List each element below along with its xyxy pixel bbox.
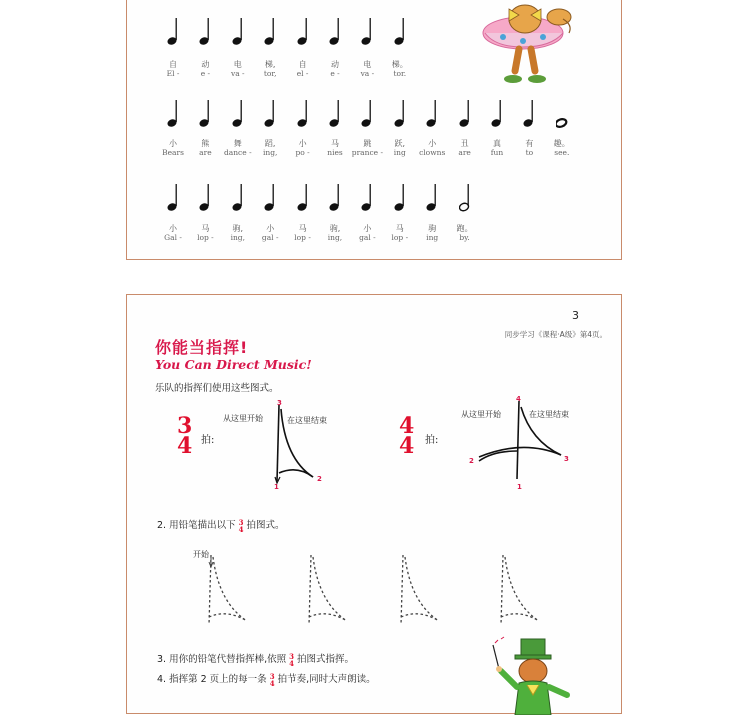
beat-number: 1	[274, 483, 279, 491]
lyric-chinese: 舞	[233, 139, 242, 148]
lyric-chinese: 蹈,	[264, 139, 276, 148]
quarter-note	[199, 183, 217, 213]
quarter-note	[426, 183, 444, 213]
lyric-chinese: 跳	[363, 139, 372, 148]
lyric-english: prance -	[351, 148, 384, 157]
beat-label-3-4: 拍:	[201, 435, 215, 446]
quarter-note	[199, 17, 217, 47]
instruction-4: 4. 指挥第 2 页上的每一条 3 4 拍节奏,同时大声朗读。	[157, 671, 376, 688]
conducting-pattern-4-4	[473, 399, 573, 485]
quarter-note	[426, 99, 444, 129]
quarter-note	[232, 17, 250, 47]
lyric-english: po -	[295, 148, 310, 157]
lyric-chinese: 马	[201, 224, 210, 233]
conductor-cat-illustration	[491, 635, 583, 715]
lyric-chinese: 自	[169, 60, 177, 69]
lyric-english: va -	[230, 69, 245, 78]
song-page	[126, 0, 622, 260]
page-number: 3	[572, 309, 579, 322]
intro-text: 乐队的指挥们使用这些图式。	[155, 383, 279, 394]
beat-number: 2	[469, 457, 474, 465]
beat-label-4-4: 拍:	[425, 435, 439, 446]
half-note	[459, 183, 477, 213]
dancing-bear-illustration	[473, 0, 581, 87]
quarter-note	[264, 17, 282, 47]
lyric-english: Bears	[162, 148, 184, 157]
quarter-note	[394, 183, 412, 213]
lyric-chinese: 电	[363, 60, 372, 69]
quarter-note	[329, 183, 347, 213]
quarter-note	[361, 17, 379, 47]
lyric-chinese: 电	[233, 60, 242, 69]
quarter-note	[394, 17, 412, 47]
beat-number: 2	[317, 475, 322, 483]
lyric-chinese: 驹	[428, 224, 437, 233]
lyric-english: ing	[426, 233, 439, 242]
inline-time-signature: 3 4	[238, 517, 244, 534]
lyric-chinese: 小	[428, 139, 437, 148]
lyric-english: dance -	[223, 148, 252, 157]
quarter-note	[523, 99, 541, 129]
lyric-chinese: 有	[525, 139, 534, 148]
quarter-note	[232, 99, 250, 129]
start-label-3-4: 从这里开始	[223, 414, 263, 423]
lyric-english: clowns	[419, 148, 446, 157]
lyric-english: by.	[459, 233, 470, 242]
lyric-english: e -	[200, 69, 211, 78]
lyric-english: see.	[554, 148, 570, 157]
lyric-english: are	[458, 148, 471, 157]
conducting-pattern-3-4	[267, 403, 327, 485]
lyric-chinese: 小	[169, 224, 177, 233]
beat-number: 3	[564, 455, 569, 463]
lyric-chinese: 驹,	[232, 224, 244, 233]
lyric-chinese: 梯,	[264, 60, 276, 69]
lyric-english: e -	[330, 69, 340, 78]
lyric-chinese: 动	[331, 60, 339, 69]
quarter-note	[264, 183, 282, 213]
quarter-note	[491, 99, 509, 129]
start-label-4-4: 从这里开始	[461, 410, 501, 419]
lyric-english: ing,	[262, 148, 278, 157]
quarter-note	[297, 183, 315, 213]
end-label-3-4: 在这里结束	[287, 416, 327, 425]
lyric-chinese: 小	[298, 139, 307, 148]
end-label-4-4: 在这里结束	[529, 410, 569, 419]
lyric-english: are	[199, 148, 212, 157]
trace-start-label: 开始	[193, 550, 209, 559]
quarter-note	[329, 99, 347, 129]
quarter-note	[167, 183, 185, 213]
lyric-chinese: 跑。	[456, 224, 473, 233]
quarter-note	[329, 17, 347, 47]
whole-note	[556, 99, 574, 129]
lyric-chinese: 小	[169, 139, 177, 148]
lyric-english: ing,	[327, 233, 343, 242]
lyric-english: el -	[296, 69, 309, 78]
lyric-chinese: 马	[298, 224, 307, 233]
lyric-english: tor.	[393, 69, 407, 78]
instruction-2: 2. 用铅笔描出以下 3 4 拍图式。	[157, 517, 285, 534]
lyric-english: lop -	[294, 233, 311, 242]
lyric-chinese: 自	[298, 60, 307, 69]
lyric-chinese: 马	[395, 224, 404, 233]
instruction-3: 3. 用你的铅笔代替指挥棒,依照 3 4 拍图式指挥。	[157, 651, 355, 668]
quarter-note	[232, 183, 250, 213]
quarter-note	[264, 99, 282, 129]
lyric-chinese: 真	[493, 139, 501, 148]
course-reference: 同步学习《课程·A级》第4页。	[504, 330, 607, 339]
lyric-english: ing,	[230, 233, 245, 242]
quarter-note	[394, 99, 412, 129]
lyric-chinese: 丑	[460, 139, 469, 148]
title-chinese: 你能当指挥!	[155, 338, 249, 357]
quarter-note	[167, 99, 185, 129]
beat-number: 4	[516, 395, 521, 403]
lyric-chinese: 动	[201, 60, 210, 69]
inline-time-signature: 3 4	[269, 671, 275, 688]
lyric-english: va -	[360, 69, 375, 78]
lyric-chinese: 小	[266, 224, 275, 233]
title-english: You Can Direct Music!	[155, 357, 312, 372]
beat-number: 3	[277, 399, 282, 407]
quarter-note	[459, 99, 477, 129]
lyric-english: Gal -	[164, 233, 182, 242]
conducting-page	[126, 294, 622, 714]
lyric-english: ing	[393, 148, 406, 157]
lyric-english: gal -	[359, 233, 376, 242]
time-signature-3-4: 3 4	[177, 413, 193, 459]
tracing-exercise	[203, 551, 563, 631]
lyric-english: nies	[327, 148, 343, 157]
quarter-note	[361, 99, 379, 129]
lyric-chinese: 梯。	[391, 60, 408, 69]
quarter-note	[361, 183, 379, 213]
lyric-chinese: 熊	[201, 139, 210, 148]
lyric-chinese: 驹,	[329, 224, 341, 233]
quarter-note	[297, 17, 315, 47]
lyric-chinese: 趣。	[553, 139, 570, 148]
lyric-english: tor,	[263, 69, 277, 78]
lyric-english: El -	[166, 69, 180, 78]
lyric-chinese: 跃,	[394, 139, 406, 148]
quarter-note	[199, 99, 217, 129]
lyric-english: lop -	[391, 233, 409, 242]
lyric-english: fun	[490, 148, 504, 157]
lyric-english: lop -	[197, 233, 214, 242]
inline-time-signature: 3 4	[289, 651, 295, 668]
quarter-note	[167, 17, 185, 47]
lyric-english: to	[525, 148, 534, 157]
time-signature-4-4: 4 4	[399, 413, 415, 459]
lyric-english: gal -	[261, 233, 279, 242]
lyric-chinese: 马	[331, 139, 339, 148]
quarter-note	[297, 99, 315, 129]
beat-number: 1	[517, 483, 522, 491]
lyric-chinese: 小	[363, 224, 372, 233]
